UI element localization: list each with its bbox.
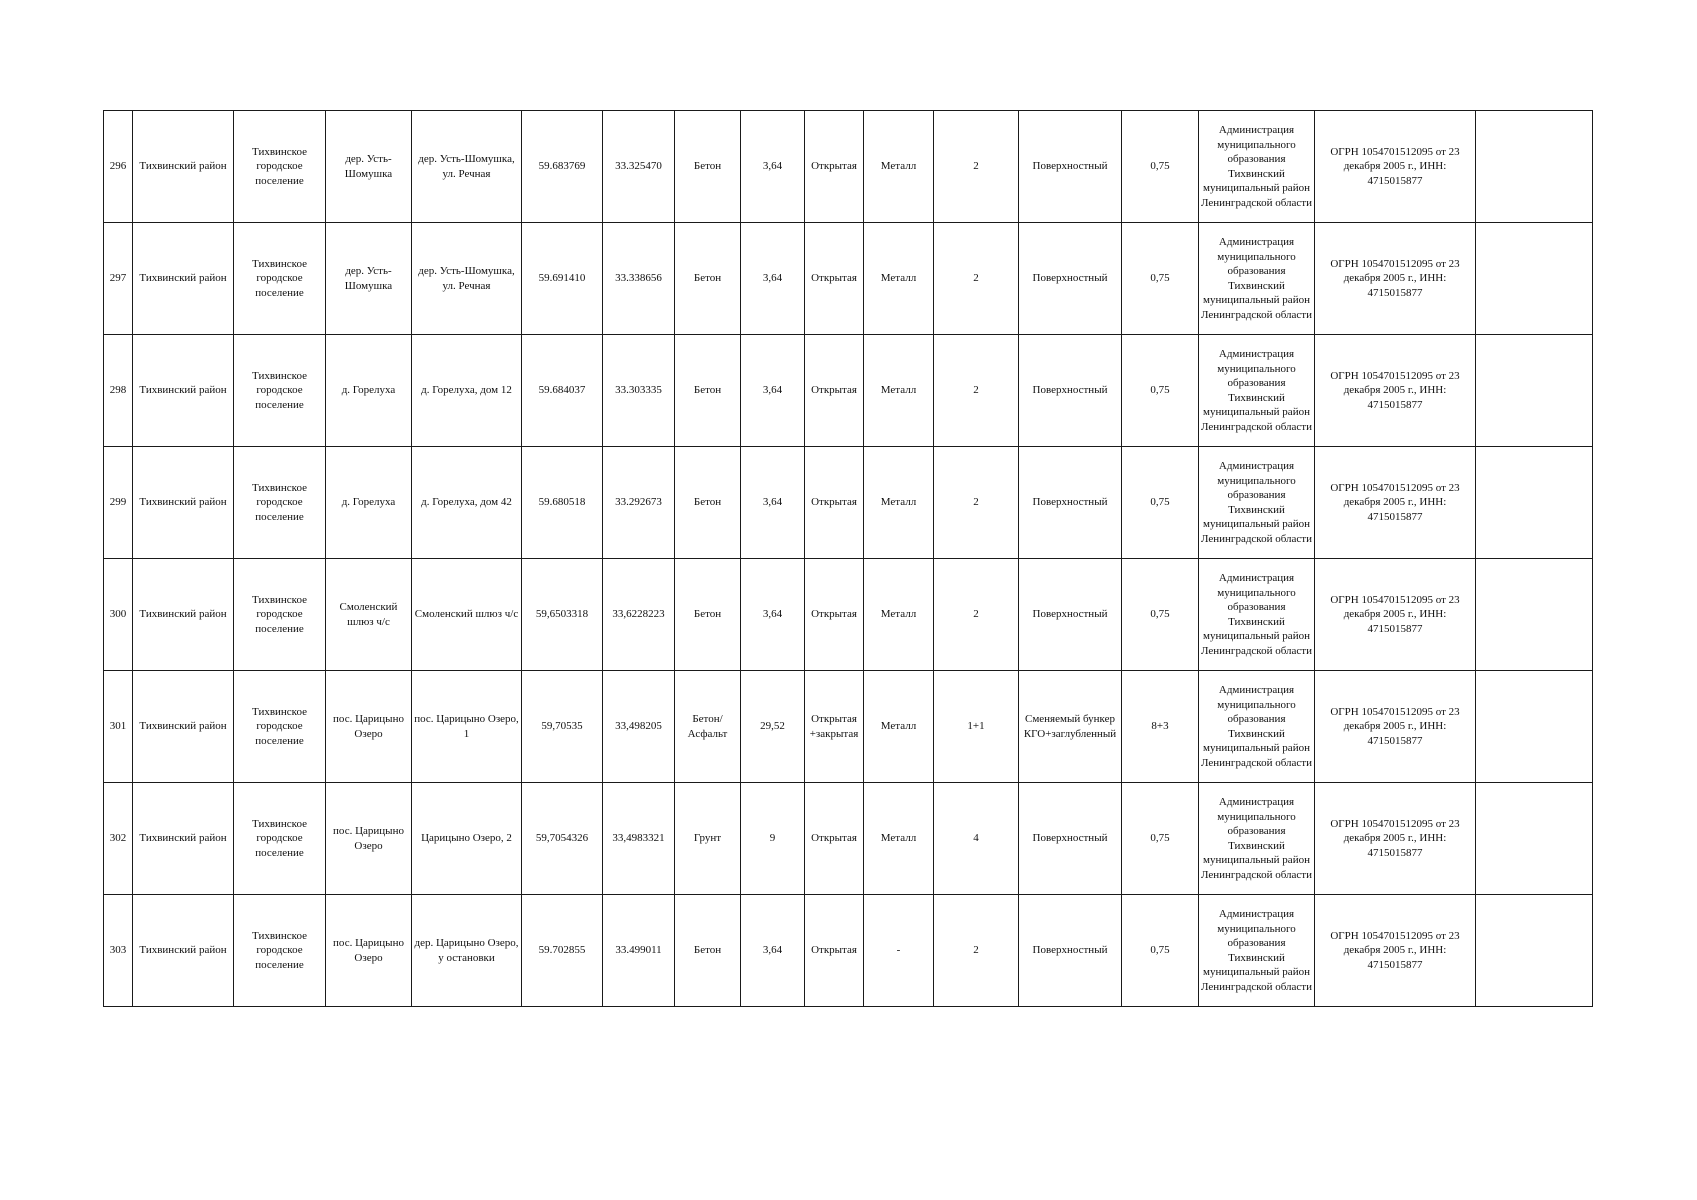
cell-locality: дер. Усть-Шомушка bbox=[326, 223, 412, 335]
cell-material: Металл bbox=[864, 111, 934, 223]
cell-ogrn: ОГРН 1054701512095 от 23 декабря 2005 г., ИНН: 4715015877 bbox=[1315, 223, 1476, 335]
cell-type: Открытая bbox=[805, 111, 864, 223]
cell-surface: Бетон bbox=[675, 335, 741, 447]
cell-district: Тихвинский район bbox=[133, 447, 234, 559]
cell-volume: 0,75 bbox=[1122, 335, 1199, 447]
cell-material: Металл bbox=[864, 783, 934, 895]
cell-locality: пос. Царицыно Озеро bbox=[326, 671, 412, 783]
cell-lat: 59.691410 bbox=[522, 223, 603, 335]
table-row bbox=[104, 671, 1593, 783]
cell-settlement: Тихвинское городское поселение bbox=[234, 223, 326, 335]
cell-area: 9 bbox=[741, 783, 805, 895]
cell-ogrn: ОГРН 1054701512095 от 23 декабря 2005 г., ИНН: 4715015877 bbox=[1315, 783, 1476, 895]
cell-type: Открытая bbox=[805, 783, 864, 895]
cell-container-type: Поверхностный bbox=[1019, 783, 1122, 895]
table-row bbox=[104, 783, 1593, 895]
cell-area: 3,64 bbox=[741, 111, 805, 223]
cell-volume: 0,75 bbox=[1122, 559, 1199, 671]
cell-surface: Бетон bbox=[675, 447, 741, 559]
cell-type: Открытая bbox=[805, 335, 864, 447]
cell-container-type: Поверхностный bbox=[1019, 447, 1122, 559]
cell-owner: Администрация муниципального образования Тихвинский муниципальный район Ленинградской области bbox=[1199, 895, 1315, 1007]
cell-lat: 59.683769 bbox=[522, 111, 603, 223]
cell-settlement: Тихвинское городское поселение bbox=[234, 447, 326, 559]
cell-count: 2 bbox=[934, 895, 1019, 1007]
cell-owner: Администрация муниципального образования Тихвинский муниципальный район Ленинградской области bbox=[1199, 223, 1315, 335]
cell-address: д. Горелуха, дом 42 bbox=[412, 447, 522, 559]
cell-num: 298 bbox=[104, 335, 133, 447]
cell-material: Металл bbox=[864, 559, 934, 671]
cell-count: 2 bbox=[934, 559, 1019, 671]
cell-owner: Администрация муниципального образования Тихвинский муниципальный район Ленинградской области bbox=[1199, 111, 1315, 223]
cell-lon: 33.338656 bbox=[603, 223, 675, 335]
cell-address: д. Горелуха, дом 12 bbox=[412, 335, 522, 447]
cell-locality: дер. Усть-Шомушка bbox=[326, 111, 412, 223]
cell-note bbox=[1476, 111, 1593, 223]
cell-locality: д. Горелуха bbox=[326, 447, 412, 559]
cell-container-type: Поверхностный bbox=[1019, 559, 1122, 671]
cell-district: Тихвинский район bbox=[133, 559, 234, 671]
cell-locality: пос. Царицыно Озеро bbox=[326, 783, 412, 895]
cell-area: 3,64 bbox=[741, 223, 805, 335]
cell-surface: Бетон bbox=[675, 111, 741, 223]
cell-district: Тихвинский район bbox=[133, 671, 234, 783]
cell-note bbox=[1476, 335, 1593, 447]
cell-note bbox=[1476, 783, 1593, 895]
cell-count: 2 bbox=[934, 111, 1019, 223]
cell-settlement: Тихвинское городское поселение bbox=[234, 783, 326, 895]
cell-num: 302 bbox=[104, 783, 133, 895]
cell-address: Смоленский шлюз ч/с bbox=[412, 559, 522, 671]
cell-settlement: Тихвинское городское поселение bbox=[234, 111, 326, 223]
cell-lon: 33,498205 bbox=[603, 671, 675, 783]
cell-num: 301 bbox=[104, 671, 133, 783]
cell-material: Металл bbox=[864, 335, 934, 447]
cell-owner: Администрация муниципального образования Тихвинский муниципальный район Ленинградской области bbox=[1199, 335, 1315, 447]
cell-type: Открытая +закрытая bbox=[805, 671, 864, 783]
cell-settlement: Тихвинское городское поселение bbox=[234, 895, 326, 1007]
cell-ogrn: ОГРН 1054701512095 от 23 декабря 2005 г., ИНН: 4715015877 bbox=[1315, 447, 1476, 559]
cell-count: 1+1 bbox=[934, 671, 1019, 783]
cell-address: дер. Усть-Шомушка, ул. Речная bbox=[412, 223, 522, 335]
cell-volume: 0,75 bbox=[1122, 447, 1199, 559]
cell-district: Тихвинский район bbox=[133, 111, 234, 223]
cell-address: Царицыно Озеро, 2 bbox=[412, 783, 522, 895]
cell-owner: Администрация муниципального образования Тихвинский муниципальный район Ленинградской области bbox=[1199, 671, 1315, 783]
cell-lon: 33.303335 bbox=[603, 335, 675, 447]
cell-surface: Бетон bbox=[675, 223, 741, 335]
cell-material: - bbox=[864, 895, 934, 1007]
cell-note bbox=[1476, 223, 1593, 335]
cell-num: 296 bbox=[104, 111, 133, 223]
cell-address: пос. Царицыно Озеро, 1 bbox=[412, 671, 522, 783]
cell-locality: пос. Царицыно Озеро bbox=[326, 895, 412, 1007]
cell-note bbox=[1476, 447, 1593, 559]
cell-type: Открытая bbox=[805, 895, 864, 1007]
cell-count: 2 bbox=[934, 335, 1019, 447]
cell-owner: Администрация муниципального образования Тихвинский муниципальный район Ленинградской области bbox=[1199, 783, 1315, 895]
cell-ogrn: ОГРН 1054701512095 от 23 декабря 2005 г., ИНН: 4715015877 bbox=[1315, 895, 1476, 1007]
cell-address: дер. Царицыно Озеро, у остановки bbox=[412, 895, 522, 1007]
cell-container-type: Сменяемый бункер КГО+заглубленный bbox=[1019, 671, 1122, 783]
cell-lon: 33.499011 bbox=[603, 895, 675, 1007]
cell-district: Тихвинский район bbox=[133, 335, 234, 447]
cell-area: 3,64 bbox=[741, 447, 805, 559]
table-row bbox=[104, 559, 1593, 671]
cell-note bbox=[1476, 671, 1593, 783]
cell-settlement: Тихвинское городское поселение bbox=[234, 335, 326, 447]
cell-volume: 0,75 bbox=[1122, 111, 1199, 223]
cell-locality: Смоленский шлюз ч/с bbox=[326, 559, 412, 671]
cell-surface: Бетон/Асфальт bbox=[675, 671, 741, 783]
cell-owner: Администрация муниципального образования Тихвинский муниципальный район Ленинградской области bbox=[1199, 447, 1315, 559]
table-row bbox=[104, 447, 1593, 559]
cell-count: 2 bbox=[934, 223, 1019, 335]
cell-area: 3,64 bbox=[741, 335, 805, 447]
cell-material: Металл bbox=[864, 671, 934, 783]
cell-lon: 33.325470 bbox=[603, 111, 675, 223]
cell-lon: 33.292673 bbox=[603, 447, 675, 559]
cell-locality: д. Горелуха bbox=[326, 335, 412, 447]
table-body bbox=[104, 111, 1593, 1007]
cell-container-type: Поверхностный bbox=[1019, 335, 1122, 447]
cell-ogrn: ОГРН 1054701512095 от 23 декабря 2005 г., ИНН: 4715015877 bbox=[1315, 671, 1476, 783]
cell-volume: 0,75 bbox=[1122, 895, 1199, 1007]
cell-district: Тихвинский район bbox=[133, 783, 234, 895]
cell-ogrn: ОГРН 1054701512095 от 23 декабря 2005 г., ИНН: 4715015877 bbox=[1315, 559, 1476, 671]
cell-container-type: Поверхностный bbox=[1019, 223, 1122, 335]
table-row bbox=[104, 335, 1593, 447]
cell-num: 297 bbox=[104, 223, 133, 335]
cell-type: Открытая bbox=[805, 223, 864, 335]
cell-lat: 59.680518 bbox=[522, 447, 603, 559]
cell-note bbox=[1476, 895, 1593, 1007]
table-row bbox=[104, 895, 1593, 1007]
cell-surface: Бетон bbox=[675, 559, 741, 671]
cell-lon: 33,6228223 bbox=[603, 559, 675, 671]
cell-address: дер. Усть-Шомушка, ул. Речная bbox=[412, 111, 522, 223]
cell-settlement: Тихвинское городское поселение bbox=[234, 559, 326, 671]
cell-container-type: Поверхностный bbox=[1019, 895, 1122, 1007]
cell-lat: 59.702855 bbox=[522, 895, 603, 1007]
cell-num: 299 bbox=[104, 447, 133, 559]
cell-lat: 59.684037 bbox=[522, 335, 603, 447]
cell-surface: Грунт bbox=[675, 783, 741, 895]
cell-volume: 0,75 bbox=[1122, 223, 1199, 335]
table-row bbox=[104, 111, 1593, 223]
cell-area: 3,64 bbox=[741, 895, 805, 1007]
waste-sites-table bbox=[103, 110, 1593, 1007]
cell-container-type: Поверхностный bbox=[1019, 111, 1122, 223]
cell-volume: 0,75 bbox=[1122, 783, 1199, 895]
cell-district: Тихвинский район bbox=[133, 223, 234, 335]
cell-num: 303 bbox=[104, 895, 133, 1007]
cell-lon: 33,4983321 bbox=[603, 783, 675, 895]
cell-district: Тихвинский район bbox=[133, 895, 234, 1007]
cell-area: 3,64 bbox=[741, 559, 805, 671]
cell-count: 2 bbox=[934, 447, 1019, 559]
cell-owner: Администрация муниципального образования Тихвинский муниципальный район Ленинградской области bbox=[1199, 559, 1315, 671]
cell-type: Открытая bbox=[805, 559, 864, 671]
cell-ogrn: ОГРН 1054701512095 от 23 декабря 2005 г., ИНН: 4715015877 bbox=[1315, 335, 1476, 447]
cell-note bbox=[1476, 559, 1593, 671]
cell-volume: 8+3 bbox=[1122, 671, 1199, 783]
cell-lat: 59,6503318 bbox=[522, 559, 603, 671]
cell-material: Металл bbox=[864, 447, 934, 559]
cell-surface: Бетон bbox=[675, 895, 741, 1007]
table-row bbox=[104, 223, 1593, 335]
cell-settlement: Тихвинское городское поселение bbox=[234, 671, 326, 783]
cell-num: 300 bbox=[104, 559, 133, 671]
cell-material: Металл bbox=[864, 223, 934, 335]
cell-lat: 59,70535 bbox=[522, 671, 603, 783]
cell-area: 29,52 bbox=[741, 671, 805, 783]
cell-ogrn: ОГРН 1054701512095 от 23 декабря 2005 г., ИНН: 4715015877 bbox=[1315, 111, 1476, 223]
cell-type: Открытая bbox=[805, 447, 864, 559]
cell-count: 4 bbox=[934, 783, 1019, 895]
cell-lat: 59,7054326 bbox=[522, 783, 603, 895]
